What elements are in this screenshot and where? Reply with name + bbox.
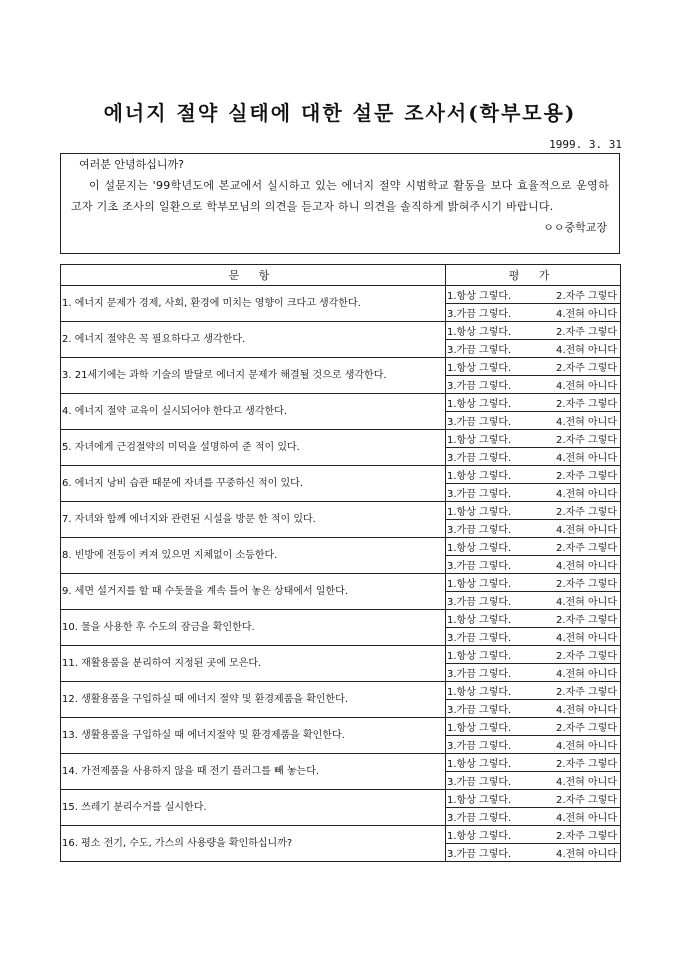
rating-options — [446, 736, 621, 754]
rating-option[interactable]: 4.전혀 아니다 — [555, 489, 617, 500]
rating-options — [446, 358, 621, 376]
table-row — [61, 430, 621, 448]
rating-options — [446, 610, 621, 628]
question-text: 15. 쓰레기 분리수거를 실시한다. — [61, 790, 446, 826]
rating-option[interactable]: 3.가끔 그렇다. — [447, 381, 512, 392]
rating-options — [446, 808, 621, 826]
rating-option[interactable]: 1.항상 그렇다. — [447, 471, 512, 482]
table-header-row — [61, 265, 621, 286]
rating-option[interactable]: 2.자주 그렇다 — [555, 795, 617, 806]
rating-option[interactable]: 1.항상 그렇다. — [447, 327, 512, 338]
rating-option[interactable]: 4.전혀 아니다 — [555, 309, 617, 320]
rating-option[interactable]: 4.전혀 아니다 — [555, 633, 617, 644]
rating-options — [446, 466, 621, 484]
rating-option[interactable]: 4.전혀 아니다 — [555, 561, 617, 572]
rating-option[interactable]: 1.항상 그렇다. — [447, 435, 512, 446]
intro-greeting: 여러분 안녕하십니까? — [79, 158, 184, 171]
rating-options — [446, 772, 621, 790]
rating-option[interactable]: 2.자주 그렇다 — [555, 399, 617, 410]
rating-option[interactable]: 2.자주 그렇다 — [555, 471, 617, 482]
rating-options — [446, 790, 621, 808]
rating-options — [446, 628, 621, 646]
rating-options — [446, 286, 621, 304]
rating-option[interactable]: 2.자주 그렇다 — [555, 363, 617, 374]
rating-options — [446, 700, 621, 718]
rating-options — [446, 412, 621, 430]
table-row — [61, 610, 621, 628]
rating-option[interactable]: 4.전혀 아니다 — [555, 849, 617, 860]
table-row — [61, 466, 621, 484]
rating-option[interactable]: 3.가끔 그렇다. — [447, 597, 512, 608]
rating-option[interactable]: 1.항상 그렇다. — [447, 759, 512, 770]
rating-options — [446, 754, 621, 772]
rating-options — [446, 826, 621, 844]
rating-option[interactable]: 1.항상 그렇다. — [447, 579, 512, 590]
rating-option[interactable]: 1.항상 그렇다. — [447, 363, 512, 374]
rating-option[interactable]: 3.가끔 그렇다. — [447, 777, 512, 788]
table-row — [61, 358, 621, 376]
rating-options — [446, 520, 621, 538]
rating-option[interactable]: 1.항상 그렇다. — [447, 723, 512, 734]
table-row — [61, 826, 621, 844]
question-text: 16. 평소 전기, 수도, 가스의 사용량을 확인하십니까? — [61, 826, 446, 862]
intro-body: 이 설문지는 '99학년도에 본교에서 실시하고 있는 에너지 절약 시범학교 활동을 보다 효율적으로 운영하고자 기초 조사의 일환으로 학부모님의 의견을 듣고자 하니 의견을 솔직하게 밝혀주시기 바랍니다. — [71, 179, 609, 213]
rating-option[interactable]: 3.가끔 그렇다. — [447, 561, 512, 572]
rating-options — [446, 376, 621, 394]
table-row — [61, 718, 621, 736]
page-title: 에너지 절약 실태에 대한 설문 조사서(학부모용) — [103, 101, 577, 125]
rating-option[interactable]: 1.항상 그렇다. — [447, 543, 512, 554]
table-row — [61, 682, 621, 700]
rating-option[interactable]: 3.가끔 그렇다. — [447, 309, 512, 320]
header-rating: 평 가 — [446, 265, 621, 286]
rating-option[interactable]: 2.자주 그렇다 — [555, 759, 617, 770]
question-text: 14. 가전제품을 사용하지 않을 때 전기 플러그를 빼 놓는다. — [61, 754, 446, 790]
rating-option[interactable]: 2.자주 그렇다 — [555, 327, 617, 338]
rating-option[interactable]: 3.가끔 그렇다. — [447, 525, 512, 536]
question-text: 5. 자녀에게 근검절약의 미덕을 설명하여 준 적이 있다. — [61, 430, 446, 466]
rating-option[interactable]: 1.항상 그렇다. — [447, 687, 512, 698]
rating-options — [446, 682, 621, 700]
question-text: 8. 빈방에 전등이 켜져 있으면 지체없이 소등한다. — [61, 538, 446, 574]
rating-options — [446, 430, 621, 448]
rating-option[interactable]: 4.전혀 아니다 — [555, 777, 617, 788]
rating-option[interactable]: 4.전혀 아니다 — [555, 741, 617, 752]
rating-options — [446, 574, 621, 592]
rating-option[interactable]: 3.가끔 그렇다. — [447, 849, 512, 860]
question-text: 1. 에너지 문제가 경제, 사회, 환경에 미치는 영향이 크다고 생각한다. — [61, 286, 446, 322]
rating-option[interactable]: 3.가끔 그렇다. — [447, 453, 512, 464]
rating-options — [446, 322, 621, 340]
rating-option[interactable]: 4.전혀 아니다 — [555, 417, 617, 428]
rating-option[interactable]: 2.자주 그렇다 — [555, 831, 617, 842]
question-text: 2. 에너지 절약은 꼭 필요하다고 생각한다. — [61, 322, 446, 358]
rating-option[interactable]: 4.전혀 아니다 — [555, 813, 617, 824]
rating-option[interactable]: 3.가끔 그렇다. — [447, 705, 512, 716]
rating-options — [446, 484, 621, 502]
question-text: 7. 자녀와 함께 에너지와 관련된 시설을 방문 한 적이 있다. — [61, 502, 446, 538]
rating-option[interactable]: 3.가끔 그렇다. — [447, 669, 512, 680]
table-row — [61, 574, 621, 592]
rating-option[interactable]: 2.자주 그렇다 — [555, 579, 617, 590]
table-row — [61, 646, 621, 664]
rating-options — [446, 448, 621, 466]
rating-option[interactable]: 3.가끔 그렇다. — [447, 633, 512, 644]
header-question: 문 항 — [61, 265, 446, 286]
table-row — [61, 502, 621, 520]
survey-date: 1999. 3. 31 — [549, 138, 622, 151]
question-text: 9. 세면 설거지를 할 때 수돗물을 계속 틀어 놓은 상태에서 일한다. — [61, 574, 446, 610]
rating-options — [446, 556, 621, 574]
rating-option[interactable]: 4.전혀 아니다 — [555, 381, 617, 392]
survey-table — [60, 264, 621, 862]
rating-option[interactable]: 2.자주 그렇다 — [555, 723, 617, 734]
intro-box — [60, 153, 620, 254]
rating-option[interactable]: 1.항상 그렇다. — [447, 291, 512, 302]
rating-option[interactable]: 2.자주 그렇다 — [555, 291, 617, 302]
rating-option[interactable]: 3.가끔 그렇다. — [447, 489, 512, 500]
question-text: 6. 에너지 낭비 습관 때문에 자녀를 꾸중하신 적이 있다. — [61, 466, 446, 502]
rating-option[interactable]: 1.항상 그렇다. — [447, 795, 512, 806]
rating-option[interactable]: 3.가끔 그렇다. — [447, 345, 512, 356]
table-row — [61, 286, 621, 304]
rating-option[interactable]: 4.전혀 아니다 — [555, 525, 617, 536]
rating-option[interactable]: 1.항상 그렇다. — [447, 507, 512, 518]
question-text: 12. 생활용품을 구입하실 때 에너지 절약 및 환경제품을 확인한다. — [61, 682, 446, 718]
intro-signature: ㅇㅇ중학교장 — [543, 221, 607, 234]
rating-option[interactable]: 2.자주 그렇다 — [555, 435, 617, 446]
rating-option[interactable]: 3.가끔 그렇다. — [447, 417, 512, 428]
rating-option[interactable]: 2.자주 그렇다 — [555, 543, 617, 554]
question-text: 10. 물을 사용한 후 수도의 잠금을 확인한다. — [61, 610, 446, 646]
table-row — [61, 754, 621, 772]
rating-option[interactable]: 4.전혀 아니다 — [555, 453, 617, 464]
table-row — [61, 394, 621, 412]
rating-options — [446, 592, 621, 610]
rating-option[interactable]: 4.전혀 아니다 — [555, 345, 617, 356]
table-row — [61, 790, 621, 808]
rating-option[interactable]: 2.자주 그렇다 — [555, 507, 617, 518]
rating-options — [446, 718, 621, 736]
rating-options — [446, 664, 621, 682]
rating-options — [446, 502, 621, 520]
rating-options — [446, 394, 621, 412]
rating-option[interactable]: 4.전혀 아니다 — [555, 597, 617, 608]
rating-option[interactable]: 1.항상 그렇다. — [447, 831, 512, 842]
rating-options — [446, 844, 621, 862]
rating-option[interactable]: 1.항상 그렇다. — [447, 651, 512, 662]
rating-option[interactable]: 3.가끔 그렇다. — [447, 741, 512, 752]
rating-option[interactable]: 2.자주 그렇다 — [555, 651, 617, 662]
table-row — [61, 322, 621, 340]
question-text: 11. 재활용품을 분리하여 지정된 곳에 모은다. — [61, 646, 446, 682]
question-text: 13. 생활용품을 구입하실 때 에너지절약 및 환경제품을 확인한다. — [61, 718, 446, 754]
rating-options — [446, 538, 621, 556]
table-row — [61, 538, 621, 556]
rating-option[interactable]: 4.전혀 아니다 — [555, 669, 617, 680]
rating-option[interactable]: 2.자주 그렇다 — [555, 687, 617, 698]
rating-option[interactable]: 2.자주 그렇다 — [555, 615, 617, 626]
rating-options — [446, 340, 621, 358]
rating-options — [446, 304, 621, 322]
rating-options — [446, 646, 621, 664]
rating-option[interactable]: 4.전혀 아니다 — [555, 705, 617, 716]
rating-option[interactable]: 1.항상 그렇다. — [447, 399, 512, 410]
rating-option[interactable]: 3.가끔 그렇다. — [447, 813, 512, 824]
rating-option[interactable]: 1.항상 그렇다. — [447, 615, 512, 626]
question-text: 3. 21세기에는 과학 기술의 발달로 에너지 문제가 해결될 것으로 생각한다. — [61, 358, 446, 394]
question-text: 4. 에너지 절약 교육이 실시되어야 한다고 생각한다. — [61, 394, 446, 430]
